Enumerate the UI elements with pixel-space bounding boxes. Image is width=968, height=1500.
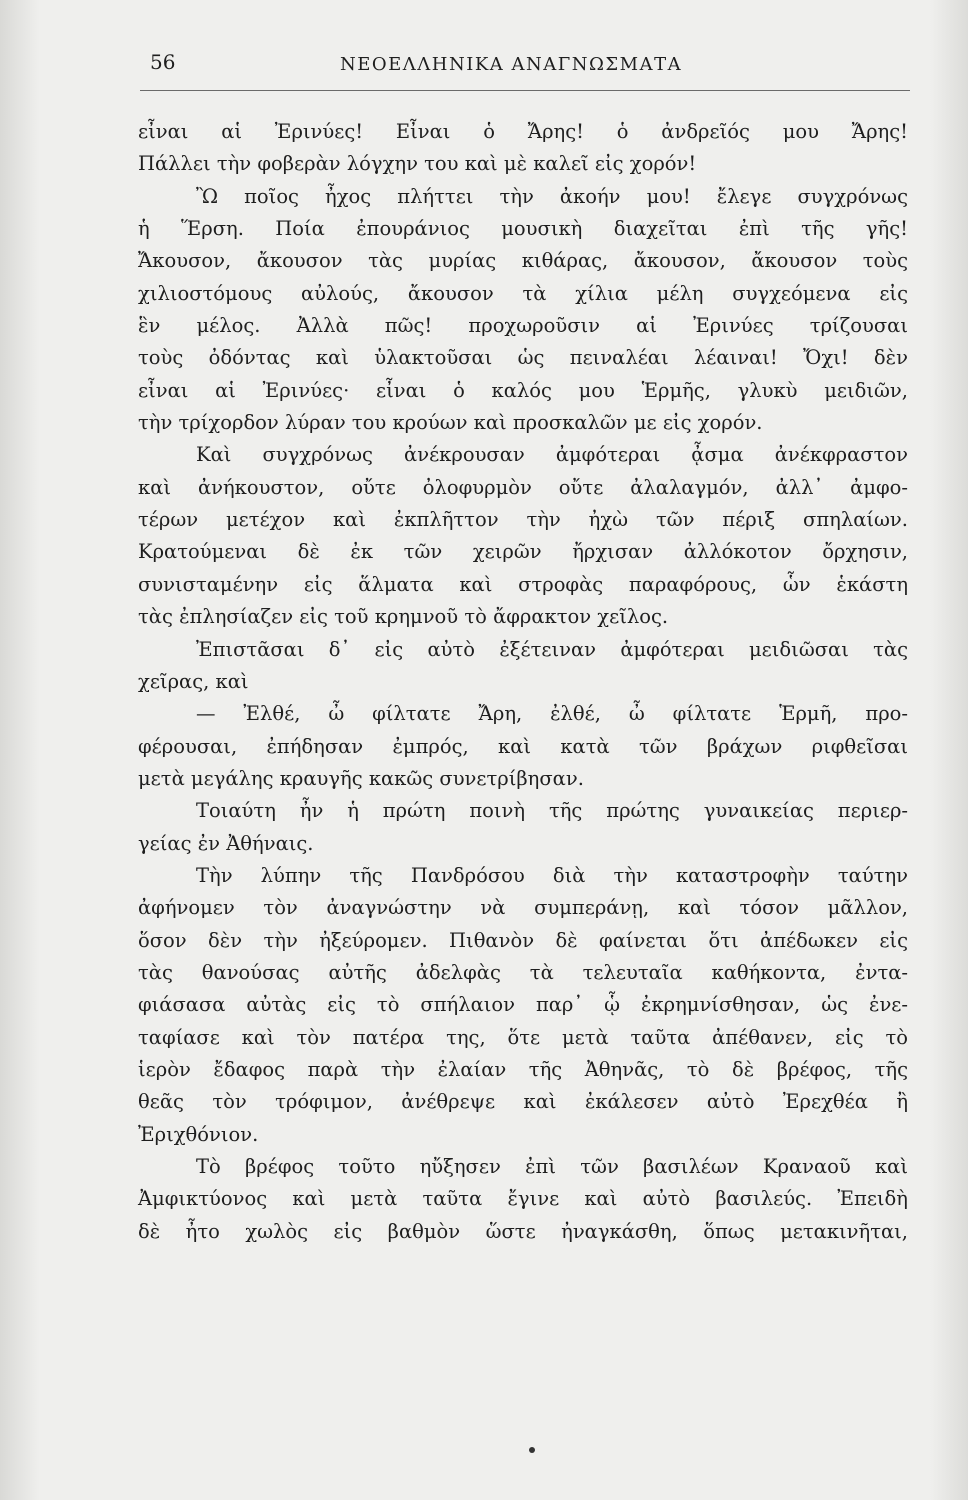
text-line: ὅσον δὲν τὴν ἠξεύρομεν. Πιθανὸν δὲ φαίνεται ὅτι ἀπέδωκεν εἰς bbox=[138, 928, 908, 952]
text-line: θεᾶς τὸν τρόφιμον, ἀνέθρεψε καὶ ἐκάλεσεν αὐτὸ Ἐρεχθέα ἢ bbox=[138, 1090, 908, 1114]
page-header bbox=[140, 50, 910, 91]
text-line: ἀφήνομεν τὸν ἀναγνώστην νὰ συμπεράνῃ, καὶ τόσον μᾶλλον, bbox=[138, 896, 908, 920]
text-line: Τὴν λύπην τῆς Πανδρόσου διὰ τὴν καταστροφὴν ταύτην bbox=[196, 863, 908, 887]
print-dot bbox=[529, 1447, 535, 1453]
text-line: Τὸ βρέφος τοῦτο ηὔξησεν ἐπὶ τῶν βασιλέων Κραναοῦ καὶ bbox=[196, 1155, 908, 1178]
text-line: τὴν τρίχορδον λύραν του κρούων καὶ προσκαλῶν με εἰς χορόν. bbox=[138, 411, 763, 435]
text-line: ἓν μέλος. Ἀλλὰ πῶς! προχωροῦσιν αἱ Ἐρινύες τρίζουσαι bbox=[138, 314, 908, 338]
text-line: Ὢ ποῖος ἦχος πλήττει τὴν ἀκοήν μου! ἔλεγε συγχρόνως bbox=[196, 184, 908, 208]
text-line: Κρατούμεναι δὲ ἐκ τῶν χειρῶν ἤρχισαν ἀλλόκοτον ὄρχησιν, bbox=[138, 540, 908, 564]
text-line: δὲ ἦτο χωλὸς εἰς βαθμὸν ὥστε ἠναγκάσθη, ὅπως μετακινῆται, bbox=[138, 1219, 908, 1243]
text-line: φιάσασα αὐτὰς εἰς τὸ σπήλαιον παρ᾽ ᾧ ἐκρημνίσθησαν, ὡς ἐνε- bbox=[138, 993, 908, 1017]
text-line: χιλιοστόμους αὐλούς, ἄκουσον τὰ χίλια μέλη συγχεόμενα εἰς bbox=[138, 281, 908, 305]
text-line: ἱερὸν ἔδαφος παρὰ τὴν ἐλαίαν τῆς Ἀθηνᾶς, τὸ δὲ βρέφος, τῆς bbox=[138, 1057, 908, 1081]
text-line: Ἄκουσον, ἄκουσον τὰς μυρίας κιθάρας, ἄκουσον, ἄκουσον τοὺς bbox=[138, 249, 908, 273]
text-line: καὶ ἀνήκουστον, οὔτε ὀλοφυρμὸν οὔτε ἀλαλαγμόν, ἀλλ᾽ ἀμφο- bbox=[138, 475, 908, 499]
text-line: χεῖρας, καὶ bbox=[138, 669, 249, 693]
text-line: Ἀμφικτύονος καὶ μετὰ ταῦτα ἔγινε καὶ αὐτὸ βασιλεύς. Ἐπειδὴ bbox=[138, 1187, 908, 1211]
text-line: εἶναι αἱ Ἐρινύες· εἶναι ὁ καλός μου Ἑρμῆς, γλυκὺ μειδιῶν, bbox=[138, 378, 908, 402]
text-line: Ἐριχθόνιον. bbox=[138, 1122, 259, 1146]
text-line: μετὰ μεγάλης κραυγῆς κακῶς συνετρίβησαν. bbox=[138, 766, 584, 790]
running-head: ΝΕΟΕΛΛΗΝΙΚΑ ΑΝΑΓΝΩΣΜΑΤΑ bbox=[340, 54, 683, 75]
text-line: ταφίασε καὶ τὸν πατέρα της, ὅτε μετὰ ταῦτα ἀπέθανεν, εἰς τὸ bbox=[138, 1025, 908, 1049]
text-line: ἡ Ἕρση. Ποία ἐπουράνιος μουσικὴ διαχεῖται ἐπὶ τῆς γῆς! bbox=[138, 217, 908, 241]
text-line: Τοιαύτη ἦν ἡ πρώτη ποινὴ τῆς πρώτης γυναικείας περιερ- bbox=[196, 799, 908, 823]
text-line: τὰς θανούσας αὐτῆς ἀδελφὰς τὰ τελευταῖα καθήκοντα, ἐντα- bbox=[138, 960, 908, 984]
text-line: Πάλλει τὴν φοβερὰν λόγχην του καὶ μὲ καλεῖ εἰς χορόν! bbox=[138, 152, 697, 176]
page-number: 56 bbox=[150, 50, 176, 74]
text-line: εἶναι αἱ Ἐρινύες! Εἶναι ὁ Ἄρης! ὁ ἀνδρεῖός μου Ἄρης! bbox=[138, 120, 908, 143]
text-line: φέρουσαι, ἐπήδησαν ἐμπρός, καὶ κατὰ τῶν βράχων ριφθεῖσαι bbox=[138, 734, 908, 758]
text-line: γείας ἐν Ἀθήναις. bbox=[138, 831, 314, 855]
text-line: Καὶ συγχρόνως ἀνέκρουσαν ἀμφότεραι ᾆσμα ἀνέκφραστον bbox=[196, 443, 908, 467]
body-text bbox=[138, 116, 908, 1248]
text-line: τέρων μετέχον καὶ ἐκπλῆττον τὴν ἠχὼ τῶν πέριξ σπηλαίων. bbox=[138, 508, 908, 532]
text-line: τοὺς ὀδόντας καὶ ὑλακτοῦσαι ὡς πειναλέαι λέαιναι! Ὄχι! δὲν bbox=[138, 346, 908, 370]
text-line: τὰς ἐπλησίαζεν εἰς τοῦ κρημνοῦ τὸ ἄφρακτον χεῖλος. bbox=[138, 605, 669, 629]
text-line: Ἐπιστᾶσαι δ᾽ εἰς αὐτὸ ἐξέτειναν ἀμφότεραι μειδιῶσαι τὰς bbox=[196, 637, 908, 661]
text-line: συνισταμένην εἰς ἅλματα καὶ στροφὰς παραφόρους, ὧν ἑκάστη bbox=[138, 572, 908, 596]
text-line: — Ἐλθέ, ὦ φίλτατε Ἄρη, ἐλθέ, ὦ φίλτατε Ἑρμῆ, προ- bbox=[196, 702, 908, 726]
